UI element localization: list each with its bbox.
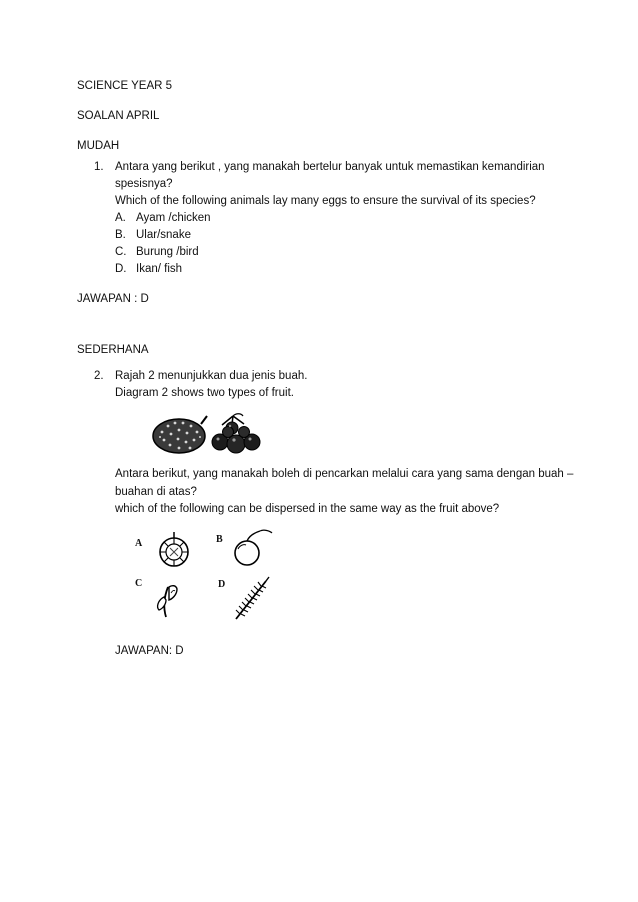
q1-option-a-text: Ayam /chicken — [136, 212, 211, 224]
berry-cluster-icon — [212, 414, 260, 453]
q1-number: 1. — [94, 161, 104, 173]
q1-option-a-letter: A. — [115, 212, 126, 224]
q1-malay-line2: spesisnya? — [115, 178, 173, 190]
durian-icon — [153, 416, 207, 453]
q2-option-figures — [150, 527, 280, 623]
q1-option-c-text: Burung /bird — [136, 246, 199, 258]
q2-option-c-label: C — [135, 578, 143, 589]
q1-malay-line1: Antara yang berikut , yang manakah bertelur banyak untuk memastikan kemandirian — [115, 161, 545, 173]
q2-english-intro: Diagram 2 shows two types of fruit. — [115, 387, 294, 399]
q1-option-c-letter: C. — [115, 246, 127, 258]
q1-option-d-letter: D. — [115, 263, 127, 275]
option-d-seed-icon — [236, 577, 269, 619]
q1-option-b-letter: B. — [115, 229, 126, 241]
q2-malay-line2: buahan di atas? — [115, 486, 197, 498]
diagram-two-fruits — [148, 410, 268, 458]
q2-option-b-label: B — [216, 534, 223, 545]
doc-subtitle: SOALAN APRIL — [77, 110, 160, 122]
q1-option-d-text: Ikan/ fish — [136, 263, 183, 275]
q2-option-a-label: A — [135, 538, 143, 549]
q1-english: Which of the following animals lay many eggs to ensure the survival of its species? — [115, 195, 536, 207]
q2-number: 2. — [94, 370, 104, 382]
option-b-fruit-icon — [235, 530, 272, 565]
section-heading-sederhana: SEDERHANA — [77, 344, 149, 356]
doc-title: SCIENCE YEAR 5 — [77, 80, 173, 92]
q2-malay-line1: Antara berikut, yang manakah boleh di pencarkan melalui cara yang sama dengan buah – — [115, 468, 574, 480]
q1-option-b-text: Ular/snake — [136, 229, 191, 241]
section-heading-mudah: MUDAH — [77, 140, 120, 152]
q2-malay-intro: Rajah 2 menunjukkan dua jenis buah. — [115, 370, 308, 382]
q2-english: which of the following can be dispersed in the same way as the fruit above? — [115, 503, 500, 515]
q2-answer: JAWAPAN: D — [115, 645, 184, 657]
option-c-seed-icon — [158, 586, 177, 617]
q2-option-d-label: D — [218, 579, 226, 590]
option-a-fruit-icon — [160, 532, 188, 566]
q1-answer: JAWAPAN : D — [77, 293, 149, 305]
